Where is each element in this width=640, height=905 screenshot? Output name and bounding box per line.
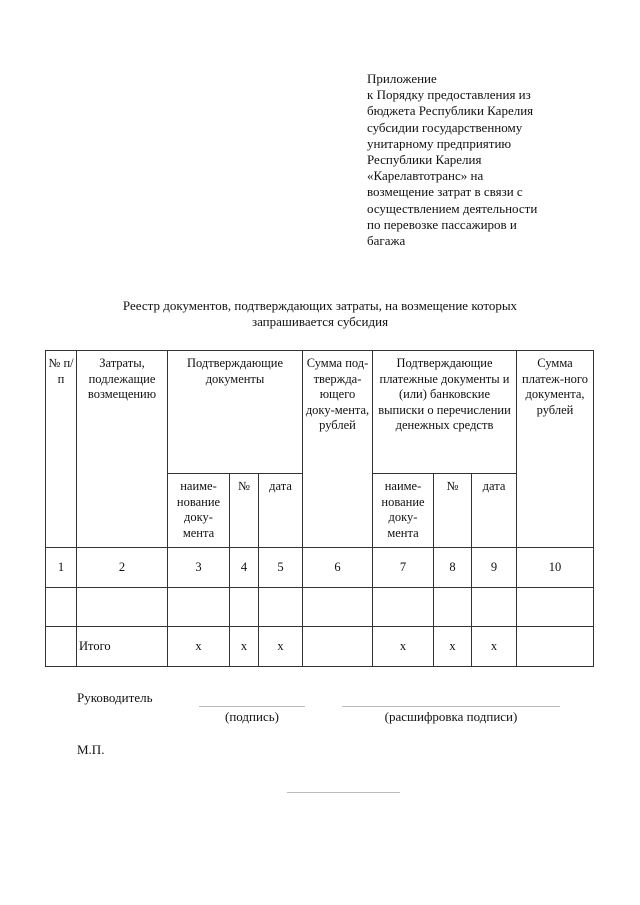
stamp-place-label: М.П. [77, 742, 105, 757]
table-cell [46, 588, 77, 627]
appendix-line: «Карелавтотранс» на [367, 168, 484, 184]
appendix-line: багажа [367, 233, 406, 249]
table-cell [259, 588, 303, 627]
subheader-doc-number: № [230, 474, 259, 548]
total-row [46, 627, 594, 667]
header-row [46, 351, 594, 474]
subheader-payment-number: № [434, 474, 472, 548]
subheader-payment-name: наиме-нование доку-мента [373, 474, 434, 548]
header-sum-doc: Сумма под-твержда-ющего доку-мента, рублей [303, 351, 373, 548]
table-cell [46, 627, 77, 667]
column-number: 1 [46, 548, 77, 588]
title-line: Реестр документов, подтверждающих затраты, на возмещение которых [122, 298, 518, 313]
decoding-line [342, 706, 560, 707]
header-payment-docs: Подтверждающие платежные документы и (или) банковские выписки о перечислении денежных средств [373, 351, 517, 474]
table-cell: x [259, 627, 303, 667]
column-number: 3 [168, 548, 230, 588]
signature-line [199, 706, 305, 707]
head-label: Руководитель [77, 690, 153, 705]
table-cell: x [472, 627, 517, 667]
table-cell: x [230, 627, 259, 667]
header-costs: Затраты, подлежащие возмещению [77, 351, 168, 548]
subheader-doc-name: наиме-нование доку-мента [168, 474, 230, 548]
table-cell [230, 588, 259, 627]
appendix-line: бюджета Республики Карелия [367, 103, 534, 119]
title-line: запрашивается субсидия [251, 314, 389, 329]
header-confirming-docs: Подтверждающие документы [168, 351, 303, 474]
appendix-line: по перевозке пассажиров и [367, 216, 517, 232]
appendix-line: унитарному предприятию [367, 135, 512, 151]
subheader-payment-date: дата [472, 474, 517, 548]
table-cell [303, 588, 373, 627]
appendix-line: Республики Карелия [367, 152, 482, 168]
bottom-line [287, 792, 400, 793]
table-cell: x [434, 627, 472, 667]
signature-caption: (подпись) [225, 709, 279, 724]
column-number: 5 [259, 548, 303, 588]
table-cell: x [168, 627, 230, 667]
column-number: 7 [373, 548, 434, 588]
table-cell [472, 588, 517, 627]
table-cell [373, 588, 434, 627]
empty-row [46, 588, 594, 627]
table-cell [303, 627, 373, 667]
column-number: 8 [434, 548, 472, 588]
decoding-caption: (расшифровка подписи) [384, 709, 518, 724]
column-number: 2 [77, 548, 168, 588]
column-number: 9 [472, 548, 517, 588]
appendix-line: к Порядку предоставления из [367, 87, 531, 103]
header-sum-payment: Сумма платеж-ного документа, рублей [517, 351, 594, 548]
appendix-line: субсидии государственному [367, 119, 523, 135]
table-cell [517, 627, 594, 667]
appendix-line: Приложение [367, 71, 437, 86]
table-cell [434, 588, 472, 627]
column-numbers-row [46, 548, 594, 588]
header-num: № п/п [46, 351, 77, 548]
table-cell: x [373, 627, 434, 667]
document-title [40, 298, 600, 330]
table-cell [77, 588, 168, 627]
column-number: 10 [517, 548, 594, 588]
column-number: 6 [303, 548, 373, 588]
column-number: 4 [230, 548, 259, 588]
table-cell [517, 588, 594, 627]
appendix-line: осуществлением деятельности [367, 200, 538, 216]
appendix-line: возмещение затрат в связи с [367, 184, 523, 200]
table-cell [168, 588, 230, 627]
registry-table [45, 350, 594, 667]
subheader-doc-date: дата [259, 474, 303, 548]
appendix-block [367, 71, 597, 249]
total-label: Итого [77, 627, 168, 667]
